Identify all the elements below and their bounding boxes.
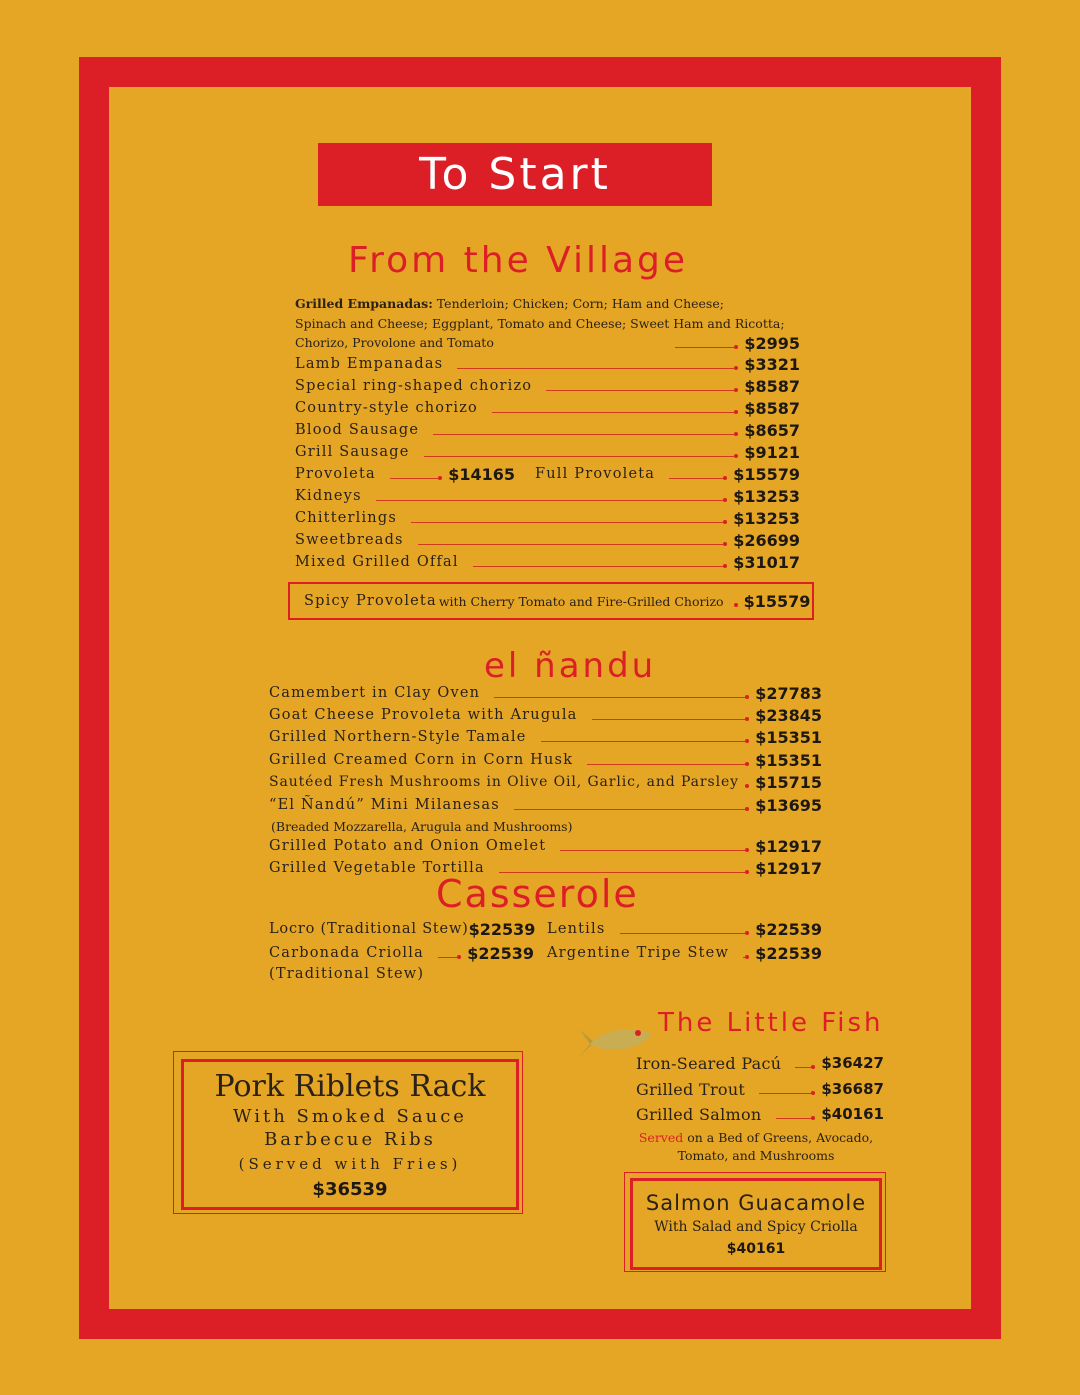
menu-item bbox=[295, 375, 800, 397]
price: $36687 bbox=[821, 1080, 884, 1098]
menu-item bbox=[269, 771, 822, 793]
carbonada-item bbox=[269, 942, 534, 964]
pork-line4: (Served with Fries) bbox=[238, 1155, 462, 1173]
item-name: Goat Cheese Provoleta with Arugula bbox=[269, 707, 578, 723]
price: $15579 bbox=[743, 591, 811, 611]
empanadas-title: Grilled Empanadas: bbox=[295, 296, 433, 311]
served-word: Served bbox=[638, 1130, 684, 1145]
leader-line bbox=[433, 434, 734, 435]
item-name: “El Ñandú” Mini Milanesas bbox=[269, 797, 500, 813]
leader-line bbox=[541, 741, 746, 742]
menu-item bbox=[295, 529, 800, 551]
leader-line bbox=[514, 809, 745, 810]
spicy-provoleta-item bbox=[304, 590, 811, 612]
item-name: Special ring-shaped chorizo bbox=[295, 378, 533, 394]
item-name: Locro (Traditional Stew) bbox=[269, 921, 469, 937]
to-start-banner: To Start bbox=[318, 143, 712, 206]
menu-item bbox=[636, 1103, 884, 1125]
menu-item bbox=[269, 835, 822, 857]
item-name: Grilled Northern-Style Tamale bbox=[269, 729, 527, 745]
item-name: Spicy Provoleta bbox=[304, 593, 437, 609]
price: $8587 bbox=[744, 376, 800, 396]
item-name: Kidneys bbox=[295, 488, 362, 504]
locro-item bbox=[269, 918, 534, 940]
carbonada-sub bbox=[269, 963, 469, 985]
leader-line bbox=[759, 1093, 811, 1094]
casserole-heading: Casserole bbox=[436, 872, 639, 916]
menu-item bbox=[269, 749, 822, 771]
item-name: Lentils bbox=[547, 921, 606, 937]
pork-line3: Barbecue Ribs bbox=[264, 1129, 436, 1150]
pork-line2: With Smoked Sauce bbox=[233, 1106, 467, 1127]
price: $40161 bbox=[821, 1105, 884, 1123]
price: $22539 bbox=[468, 919, 536, 939]
item-name: Country-style chorizo bbox=[295, 400, 478, 416]
menu-item bbox=[295, 485, 800, 507]
price: $15579 bbox=[733, 464, 800, 484]
menu-item bbox=[295, 441, 800, 463]
tripe-item bbox=[547, 942, 822, 964]
nandu-heading: el ñandu bbox=[484, 646, 657, 686]
empanadas-line3: Chorizo, Provolone and Tomato bbox=[295, 335, 494, 350]
leader-line bbox=[473, 566, 723, 567]
price: $15715 bbox=[755, 772, 822, 792]
leader-line bbox=[560, 850, 745, 851]
price: $8657 bbox=[744, 420, 800, 440]
pork-title: Pork Riblets Rack bbox=[214, 1069, 486, 1104]
leader-line bbox=[669, 478, 723, 479]
leader-line bbox=[675, 347, 734, 348]
village-heading: From the Village bbox=[348, 240, 689, 281]
menu-item bbox=[636, 1052, 884, 1074]
item-name: Grilled Potato and Onion Omelet bbox=[269, 838, 547, 854]
item-name: Grilled Creamed Corn in Corn Husk bbox=[269, 752, 574, 768]
leader-line bbox=[424, 456, 735, 457]
leader-line bbox=[546, 390, 734, 391]
menu-item bbox=[269, 682, 822, 704]
leader-line bbox=[776, 1118, 812, 1119]
item-name: Argentine Tripe Stew bbox=[547, 945, 730, 961]
price: $12917 bbox=[755, 858, 822, 878]
full-provoleta-item bbox=[535, 463, 800, 485]
price: $14165 bbox=[448, 464, 515, 484]
pork-box bbox=[181, 1059, 519, 1210]
leader-line bbox=[743, 957, 745, 958]
price: $22539 bbox=[467, 943, 534, 963]
item-name: Grill Sausage bbox=[295, 444, 410, 460]
empanadas-line2: Spinach and Cheese; Eggplant, Tomato and Cheese; Sweet Ham and Ricotta; bbox=[295, 315, 785, 331]
empanadas-price-row bbox=[675, 332, 800, 354]
guacamole-box bbox=[630, 1178, 882, 1270]
price: $22539 bbox=[755, 919, 822, 939]
item-name: Lamb Empanadas bbox=[295, 356, 444, 372]
item-subtitle: (Traditional Stew) bbox=[269, 966, 425, 982]
guacamole-sub: With Salad and Spicy Criolla bbox=[654, 1219, 858, 1235]
leader-line bbox=[620, 933, 746, 934]
fish-heading: The Little Fish bbox=[658, 1008, 884, 1038]
price: $36427 bbox=[821, 1054, 884, 1072]
lentils-item bbox=[547, 918, 822, 940]
item-name: Camembert in Clay Oven bbox=[269, 685, 481, 701]
guacamole-title: Salmon Guacamole bbox=[645, 1191, 867, 1215]
spicy-provoleta-box bbox=[288, 582, 814, 620]
price: $13253 bbox=[733, 486, 800, 506]
price: $8587 bbox=[744, 398, 800, 418]
price: $13695 bbox=[755, 795, 822, 815]
leader-line bbox=[587, 764, 745, 765]
item-name: Iron-Seared Pacú bbox=[636, 1053, 782, 1073]
pork-price: $36539 bbox=[312, 1179, 388, 1200]
menu-item bbox=[295, 507, 800, 529]
served-text: on a Bed of Greens, Avocado, bbox=[683, 1130, 874, 1145]
menu-item bbox=[269, 704, 822, 726]
item-name: Chitterlings bbox=[295, 510, 397, 526]
item-name: Mixed Grilled Offal bbox=[295, 554, 459, 570]
price: $13253 bbox=[733, 508, 800, 528]
provoleta-item bbox=[295, 463, 515, 485]
price: $3321 bbox=[744, 354, 800, 374]
leader-line bbox=[376, 500, 723, 501]
item-name: Sautéed Fresh Mushrooms in Olive Oil, Garlic, and Parsley bbox=[269, 774, 739, 790]
item-name: Carbonada Criolla bbox=[269, 945, 424, 961]
milanesa-note: (Breaded Mozzarella, Arugula and Mushrooms) bbox=[271, 819, 573, 834]
item-name: Grilled Trout bbox=[636, 1079, 746, 1099]
price: $15351 bbox=[755, 727, 822, 747]
menu-item bbox=[295, 397, 800, 419]
menu-item bbox=[636, 1078, 884, 1100]
item-name: Grilled Vegetable Tortilla bbox=[269, 860, 485, 876]
price: $22539 bbox=[755, 943, 822, 963]
price: $23845 bbox=[755, 705, 822, 725]
leader-line bbox=[492, 412, 734, 413]
item-description: with Cherry Tomato and Fire-Grilled Chorizo bbox=[438, 593, 724, 609]
menu-item bbox=[295, 353, 800, 375]
menu-item bbox=[269, 726, 822, 748]
leader-line bbox=[457, 368, 734, 369]
item-name: Full Provoleta bbox=[535, 466, 656, 482]
price: $9121 bbox=[744, 442, 800, 462]
empanadas-line1: Tenderloin; Chicken; Corn; Ham and Cheese; bbox=[432, 296, 724, 311]
served-line2: Tomato, and Mushrooms bbox=[677, 1148, 835, 1163]
leader-line bbox=[494, 697, 745, 698]
leader-line bbox=[418, 544, 724, 545]
item-name: Sweetbreads bbox=[295, 532, 404, 548]
leader-line bbox=[795, 1067, 811, 1068]
guacamole-price: $40161 bbox=[726, 1241, 786, 1257]
leader-line bbox=[438, 957, 457, 958]
price: $27783 bbox=[755, 683, 822, 703]
price: $31017 bbox=[733, 552, 800, 572]
item-name: Blood Sausage bbox=[295, 422, 420, 438]
menu-item bbox=[295, 551, 800, 573]
menu-item bbox=[295, 419, 800, 441]
item-name: Grilled Salmon bbox=[636, 1104, 762, 1124]
price: $15351 bbox=[755, 750, 822, 770]
fish-served-note bbox=[626, 1129, 886, 1165]
item-name: Provoleta bbox=[295, 466, 376, 482]
price: $26699 bbox=[733, 530, 800, 550]
leader-line bbox=[411, 522, 723, 523]
leader-line bbox=[390, 478, 438, 479]
leader-line bbox=[592, 719, 746, 720]
price: $2995 bbox=[744, 333, 800, 353]
menu-item bbox=[269, 794, 822, 816]
price: $12917 bbox=[755, 836, 822, 856]
